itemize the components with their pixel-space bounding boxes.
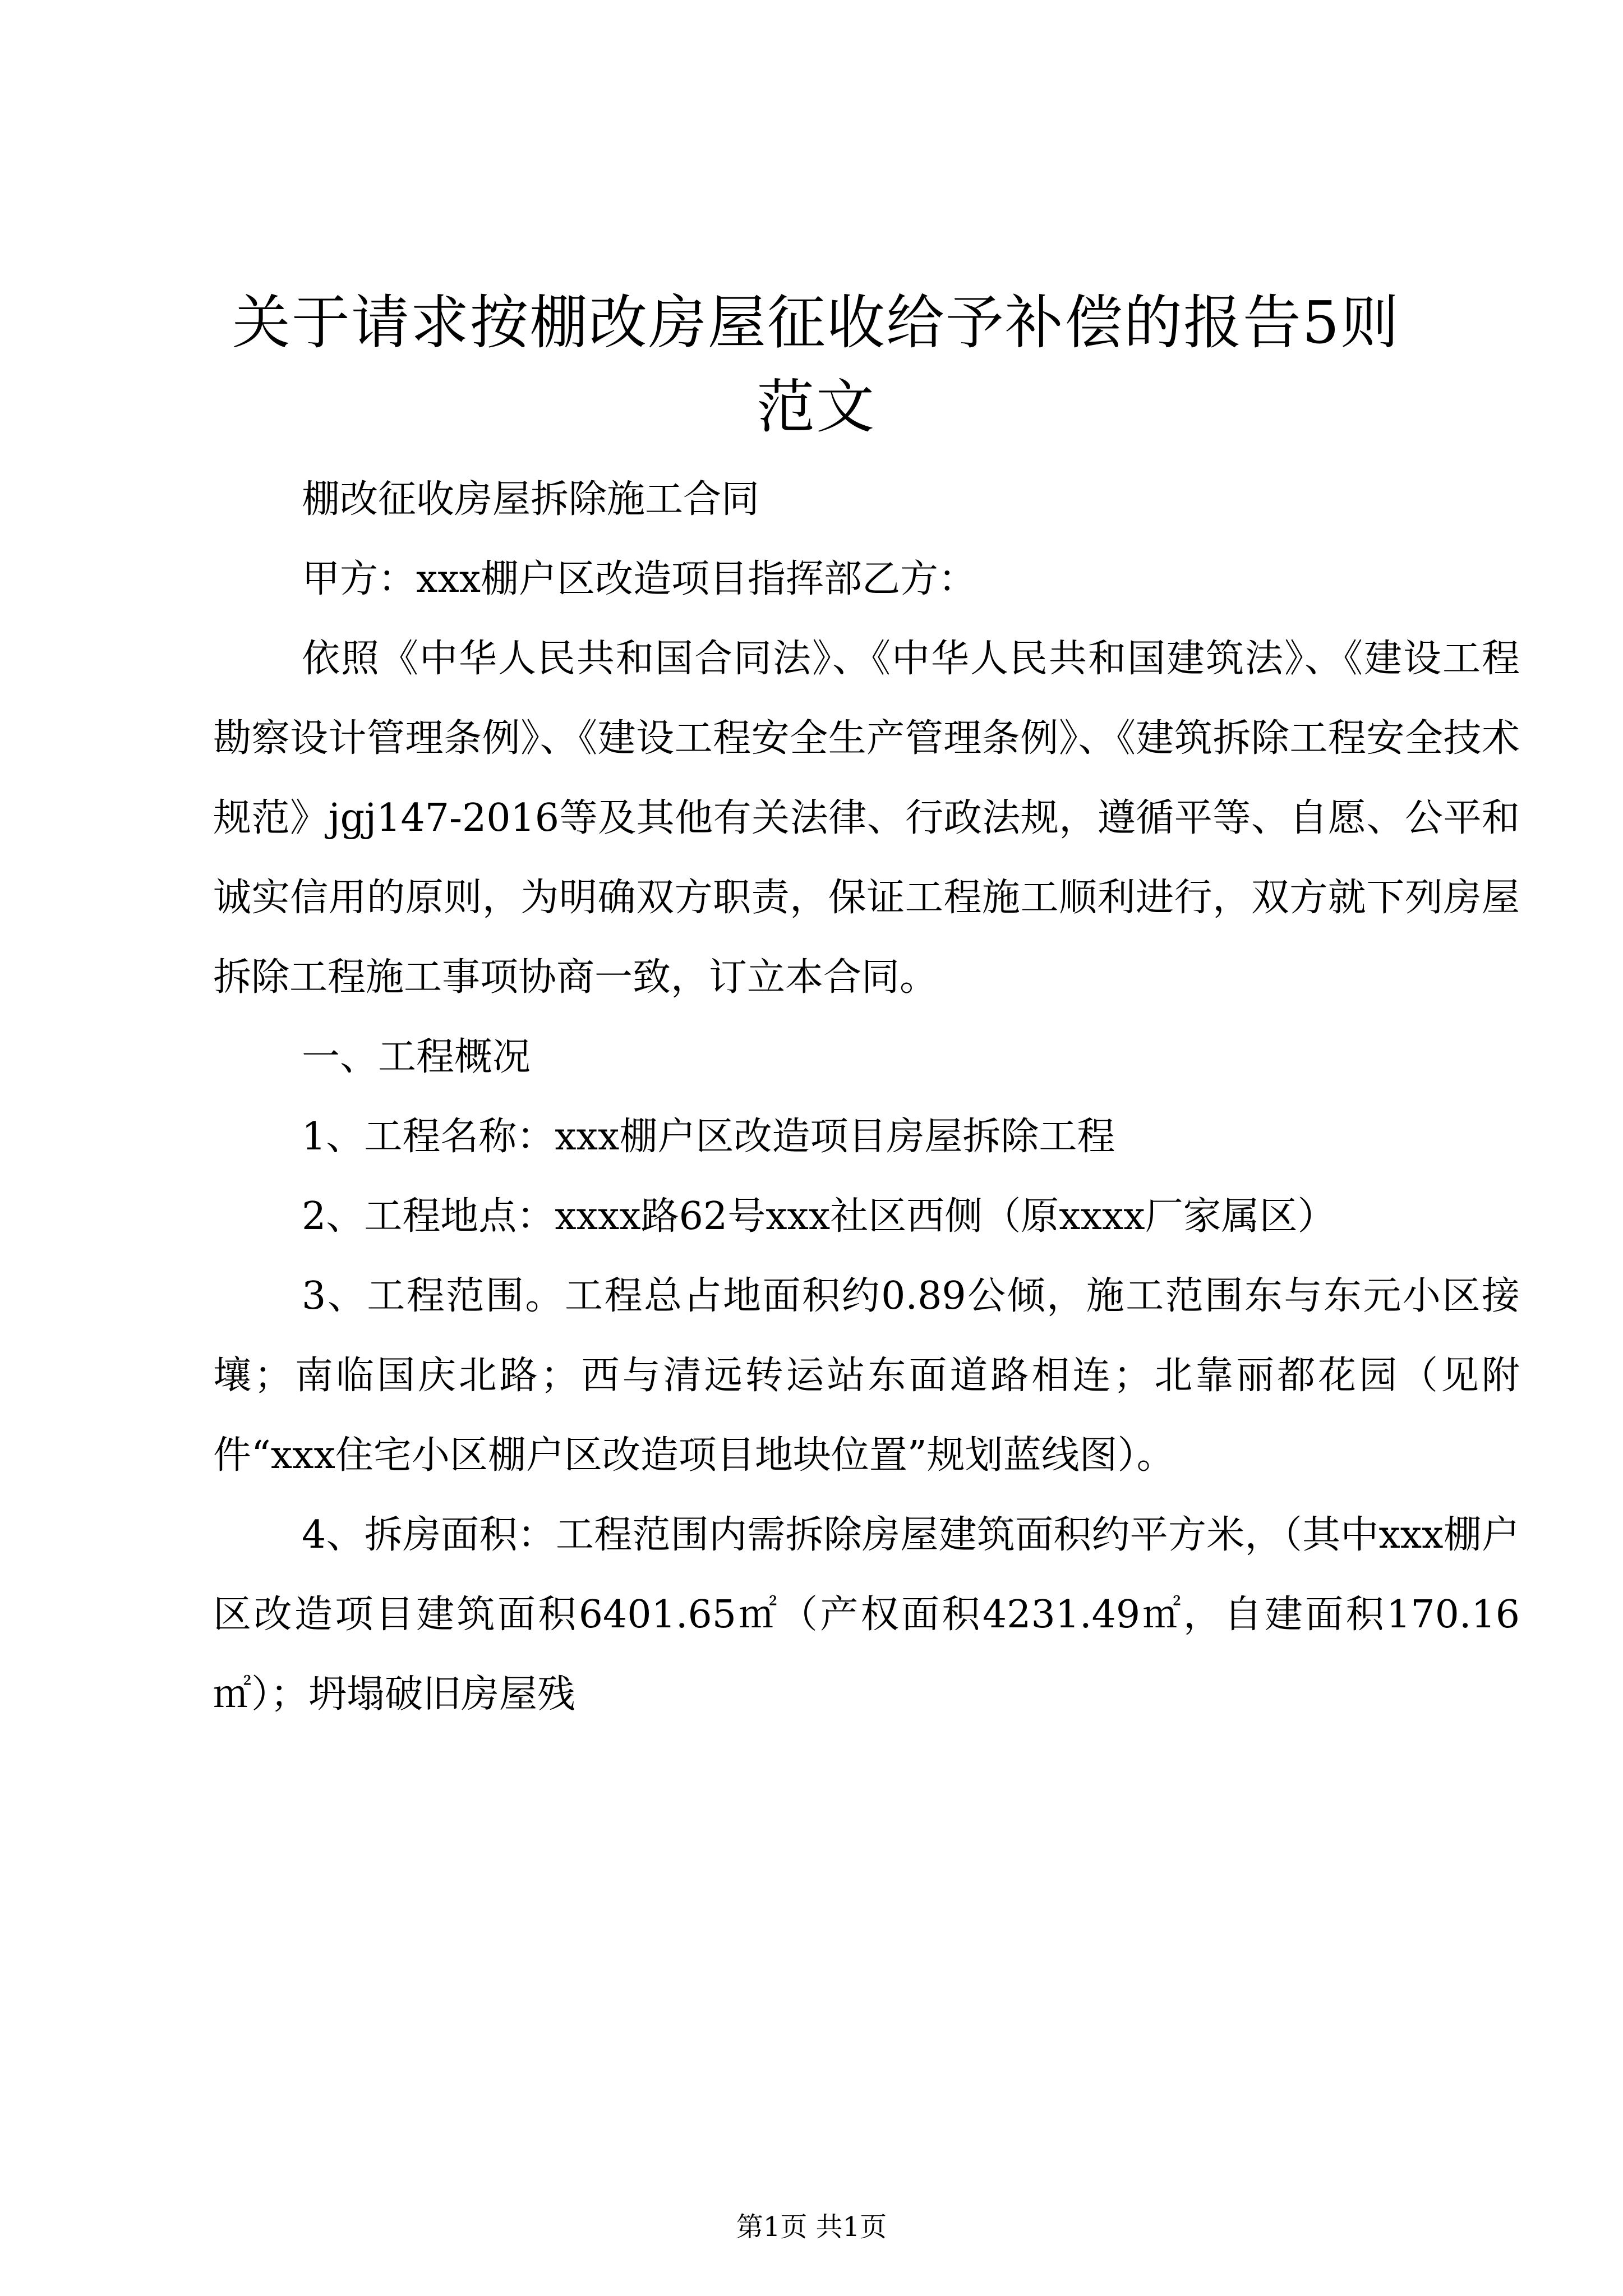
document-title: 关于请求按棚改房屋征收给予补偿的报告5则范文 [232, 288, 1400, 441]
section-heading-overview: 一、工程概况 [302, 1035, 531, 1079]
paragraph-project-location: 2、工程地点：xxxx路62号xxx社区西侧（原xxxx厂家属区） [302, 1194, 1336, 1239]
paragraph-contract-title: 棚改征收房屋拆除施工合同 [302, 477, 760, 522]
page-footer: 第1页 共1页 [736, 2211, 887, 2243]
paragraph-demolition-area: 4、拆房面积：工程范围内需拆除房屋建筑面积约平方米，（其中xxx棚户区改造项目建筑面积6401.65㎡（产权面积4231.49㎡，自建面积170.16㎡）；坍塌破旧房屋残 [213, 1513, 1520, 1717]
paragraph-project-name: 1、工程名称：xxx棚户区改造项目房屋拆除工程 [302, 1115, 1115, 1159]
paragraph-project-scope: 3、工程范围。工程总占地面积约0.89公倾，施工范围东与东元小区接壤；南临国庆北路；西与清远转运站东面道路相连；北靠丽都花园（见附件“xxx住宅小区棚户区改造项目地块位置”规划蓝线图）。 [213, 1274, 1520, 1478]
document-body [213, 460, 1520, 1734]
paragraph-legal-basis: 依照《中华人民共和国合同法》、《中华人民共和国建筑法》、《建设工程勘察设计管理条例》、《建设工程安全生产管理条例》、《建筑拆除工程安全技术规范》jgj147-2016等及其他有关法律、行政法规，遵循平等、自愿、公平和诚实信用的原则，为明确双方职责，保证工程施工顺利进行，双方就下列房屋拆除工程施工事项协商一致，订立本合同。 [213, 637, 1520, 1000]
paragraph-parties: 甲方：xxx棚户区改造项目指挥部乙方： [302, 557, 977, 601]
